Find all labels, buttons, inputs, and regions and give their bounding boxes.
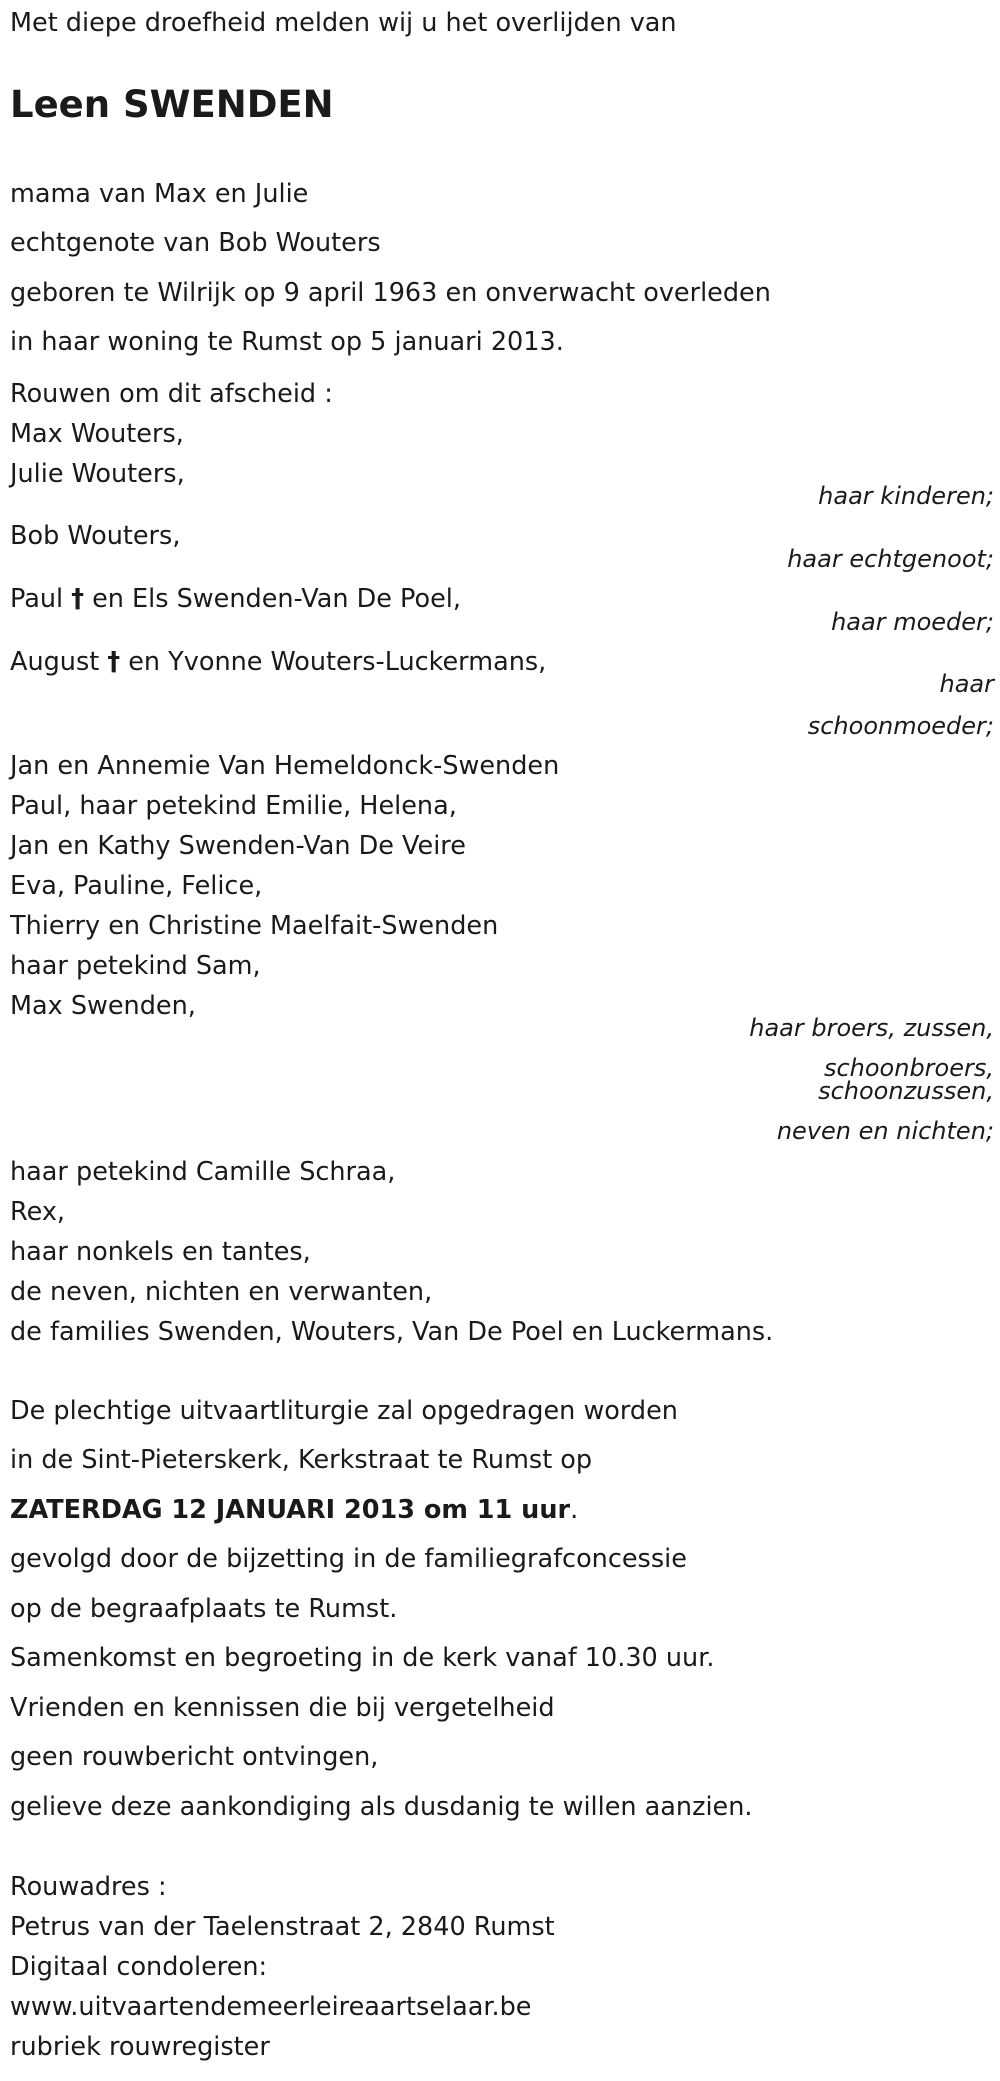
condolence-label: Digitaal condoleren:	[10, 1952, 268, 1982]
mourner-other: haar nonkels en tantes,	[10, 1237, 311, 1267]
mourner-sibling: Thierry en Christine Maelfait-Swenden	[10, 911, 499, 941]
parents-rest: en Els Swenden-Van De Poel,	[92, 584, 461, 614]
mourner-sibling: Jan en Kathy Swenden-Van De Veire	[10, 831, 466, 861]
siblings-role: neven en nichten;	[776, 1117, 994, 1145]
first-name: August	[10, 647, 100, 677]
ceremony-date	[10, 1493, 578, 1527]
condolence-website[interactable]: www.uitvaartendemeerleireaartselaar.be	[10, 1992, 532, 2022]
mourner-inlaws	[10, 645, 546, 679]
children-role: haar kinderen;	[818, 482, 994, 510]
ceremony-line: gelieve deze aankondiging als dusdanig te willen aanzien.	[10, 1792, 753, 1822]
ceremony-line: Vrienden en kennissen die bij vergetelheid	[10, 1693, 555, 1723]
siblings-role: haar broers, zussen,	[749, 1014, 994, 1042]
ceremony-line: De plechtige uitvaartliturgie zal opgedragen worden	[10, 1396, 678, 1426]
inlaw-role: schoonmoeder;	[807, 712, 994, 740]
mourner-sibling: Eva, Pauline, Felice,	[10, 871, 263, 901]
first-name: Paul	[10, 584, 64, 614]
mourner-sibling: Jan en Annemie Van Hemeldonck-Swenden	[10, 751, 560, 781]
inlaws-rest: en Yvonne Wouters-Luckermans,	[128, 647, 547, 677]
mourner-other: de families Swenden, Wouters, Van De Poel en Luckermans.	[10, 1317, 774, 1347]
mourner-child: Julie Wouters,	[10, 459, 185, 489]
address-heading: Rouwadres :	[10, 1872, 167, 1902]
mourner-other: Rex,	[10, 1197, 66, 1227]
ceremony-date-suffix: .	[570, 1495, 579, 1525]
condolence-section: rubriek rouwregister	[10, 2032, 270, 2062]
bio-line: echtgenote van Bob Wouters	[10, 228, 381, 258]
siblings-role: schoonzussen,	[818, 1077, 994, 1105]
siblings-role: schoonbroers,	[823, 1054, 994, 1082]
cross-icon: †	[71, 584, 84, 614]
mourner-sibling: haar petekind Sam,	[10, 951, 261, 981]
mourner-child: Max Wouters,	[10, 419, 184, 449]
spouse-role: haar echtgenoot;	[787, 545, 994, 573]
cross-icon: †	[107, 647, 121, 677]
bio-line: mama van Max en Julie	[10, 179, 309, 209]
mourner-spouse: Bob Wouters,	[10, 521, 181, 551]
ceremony-date-bold: ZATERDAG 12 JANUARI 2013 om 11 uur	[10, 1495, 571, 1525]
mourner-other: de neven, nichten en verwanten,	[10, 1277, 433, 1307]
mourners-heading: Rouwen om dit afscheid :	[10, 379, 333, 409]
ceremony-line: geen rouwbericht ontvingen,	[10, 1742, 379, 1772]
mourner-parents	[10, 582, 461, 616]
deceased-name: Leen SWENDEN	[10, 83, 334, 126]
bio-line: geboren te Wilrijk op 9 april 1963 en onverwacht overleden	[10, 278, 771, 308]
intro-text: Met diepe droefheid melden wij u het overlijden van	[10, 8, 677, 38]
mourner-sibling: Paul, haar petekind Emilie, Helena,	[10, 791, 457, 821]
bio-line: in haar woning te Rumst op 5 januari 2013.	[10, 327, 564, 357]
ceremony-line: op de begraafplaats te Rumst.	[10, 1594, 398, 1624]
ceremony-line: in de Sint-Pieterskerk, Kerkstraat te Rumst op	[10, 1445, 593, 1475]
ceremony-line: Samenkomst en begroeting in de kerk vanaf 10.30 uur.	[10, 1643, 715, 1673]
mourner-sibling: Max Swenden,	[10, 991, 196, 1021]
mourner-other: haar petekind Camille Schraa,	[10, 1157, 396, 1187]
inlaw-role: haar	[939, 670, 994, 698]
ceremony-line: gevolgd door de bijzetting in de familiegrafconcessie	[10, 1544, 687, 1574]
mother-role: haar moeder;	[831, 608, 994, 636]
address-street: Petrus van der Taelenstraat 2, 2840 Rumst	[10, 1912, 555, 1942]
